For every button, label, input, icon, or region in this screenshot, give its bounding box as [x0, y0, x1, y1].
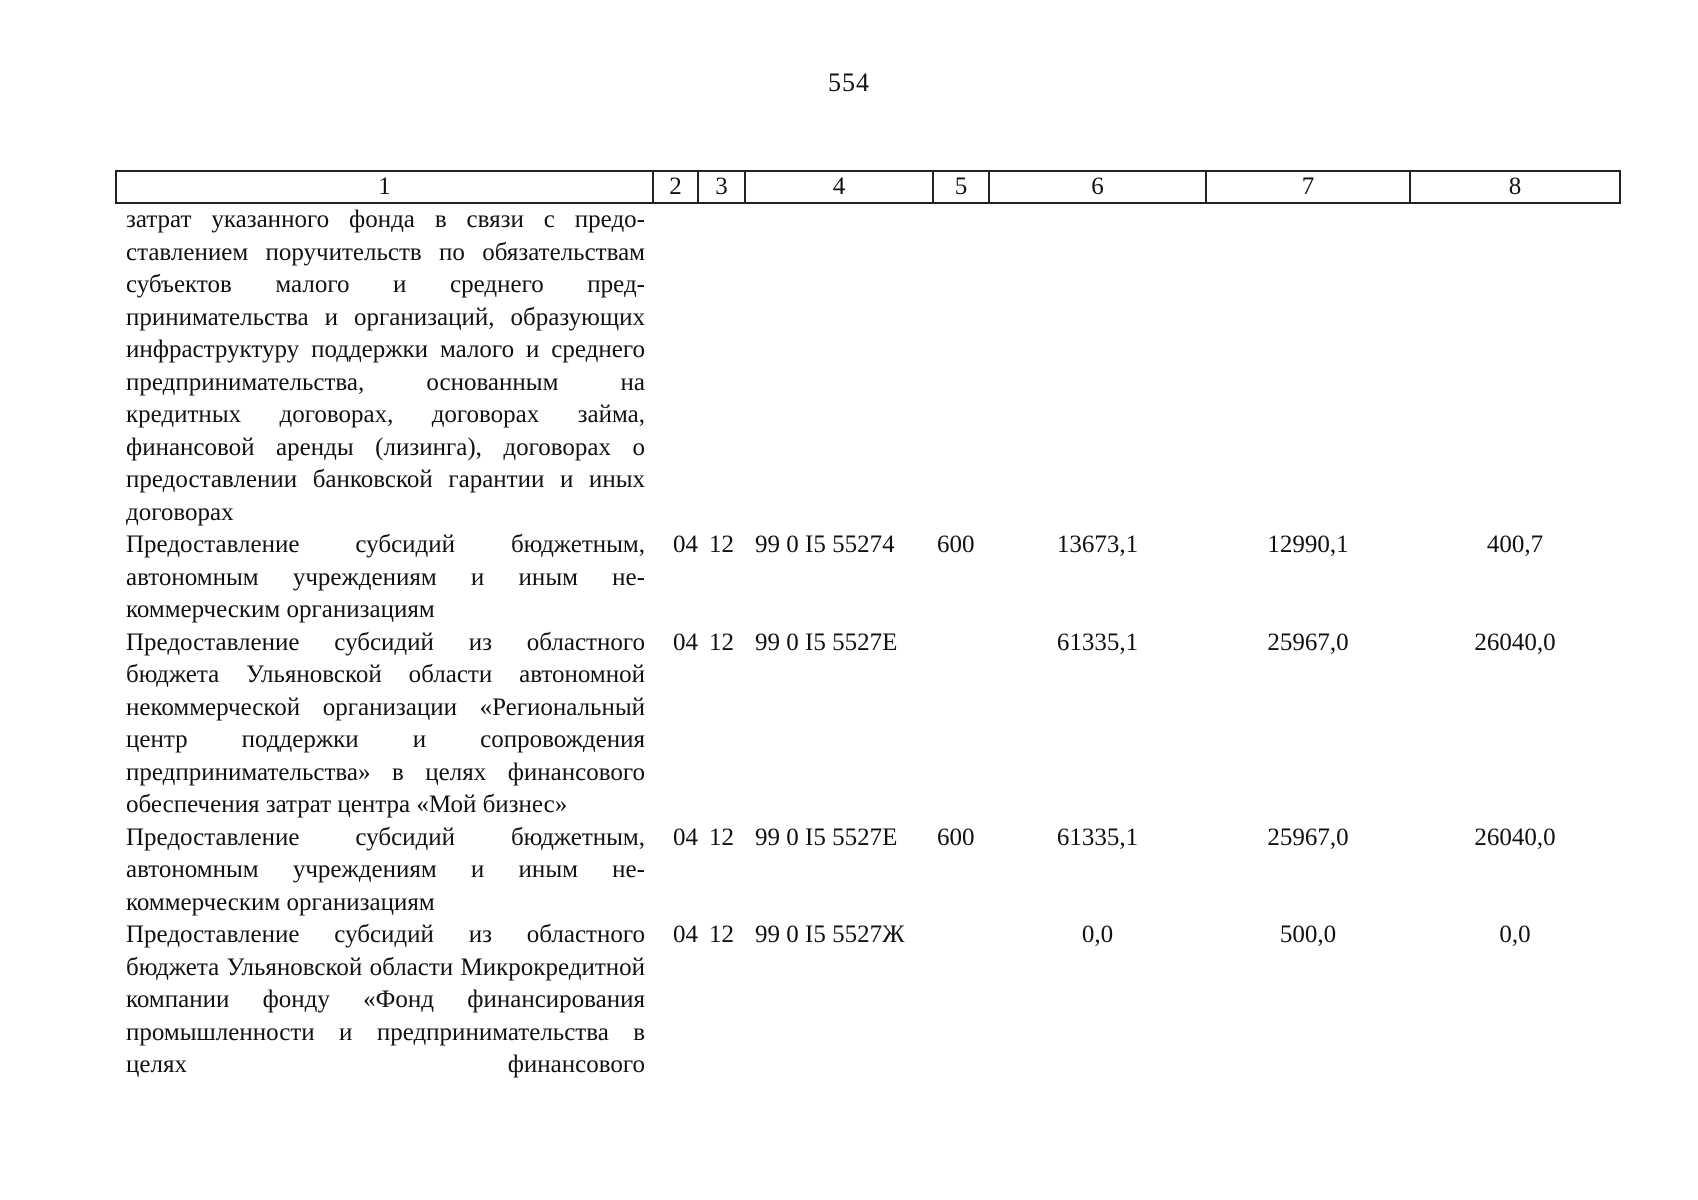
row-amount-col6 [989, 203, 1206, 529]
row-target-code: 99 0 I5 5527Е [755, 823, 898, 851]
row-amount-col6: 13673,1 [1056, 531, 1139, 558]
row-target-code: 99 0 I5 5527Е [755, 628, 898, 656]
row-expense-type [933, 203, 989, 529]
row-target-code [745, 203, 933, 529]
row-amount-col7: 25967,0 [1267, 823, 1349, 851]
row-amount-col8: 26040,0 [1474, 823, 1556, 851]
row-amount-col6: 61335,1 [1056, 628, 1139, 656]
row-amount-col6: 0,0 [1081, 921, 1114, 948]
table-row [116, 627, 1620, 822]
row-amount-col7: 12990,1 [1267, 531, 1349, 558]
budget-table [115, 170, 1621, 1082]
row-section: 04 [673, 531, 698, 558]
row-subsection: 12 [709, 628, 734, 656]
header-col-6: 6 [989, 171, 1206, 203]
row-subsection [698, 203, 745, 529]
row-amount-col8: 0,0 [1499, 921, 1531, 948]
row-name: Предоставление субсидий из областного бюджета Ульяновской области автономной некоммерческой организации «Региональный центр поддержки и сопровождения предпринимательства» в целях финансового обеспечения затрат центра «Мой бизнес» [126, 628, 645, 818]
header-col-8: 8 [1410, 171, 1620, 203]
page-number: 554 [828, 68, 870, 97]
header-row [116, 171, 1620, 203]
header-col-7: 7 [1206, 171, 1410, 203]
row-expense-type [933, 919, 989, 1082]
table-row [116, 529, 1620, 627]
row-name: Предоставление субсидий бюджетным, автономным учреждениям и иным некоммерческим организациям [126, 531, 645, 623]
row-subsection: 12 [709, 823, 734, 851]
header-col-2: 2 [653, 171, 698, 203]
row-amount-col7 [1206, 203, 1410, 529]
header-col-4: 4 [745, 171, 933, 203]
row-expense-type: 600 [937, 823, 975, 851]
row-section: 04 [673, 628, 698, 656]
row-name: Предоставление субсидий из областного бюджета Ульяновской области Микрокредитной компании фонду «Фонд финансирования промышленности и предпринимательства в целях финансового [126, 921, 645, 1078]
row-subsection: 12 [709, 531, 734, 558]
row-amount-col7: 25967,0 [1267, 628, 1349, 656]
row-amount-col8 [1410, 203, 1620, 529]
table-row [116, 919, 1620, 1082]
row-target-code: 99 0 I5 5527Ж [755, 921, 905, 948]
header-col-1: 1 [116, 171, 653, 203]
row-expense-type: 600 [937, 531, 975, 558]
row-section: 04 [673, 921, 698, 948]
table-row [116, 822, 1620, 920]
row-target-code: 99 0 I5 55274 [755, 531, 895, 558]
row-amount-col7: 500,0 [1279, 921, 1337, 948]
row-expense-type [933, 627, 989, 822]
table-row [116, 203, 1620, 529]
table-header [116, 171, 1620, 203]
header-col-3: 3 [698, 171, 745, 203]
header-col-5: 5 [933, 171, 989, 203]
row-name: затрат указанного фонда в связи с предоставлением поручительств по обязательствам субъектов малого и среднего предпринимательства и организаций, образующих инфраструктуру поддержки малого и среднего предпринимательства, основанным на кредитных договорах, договорах займа, финансовой аренды (лизинга), договорах о предоставлении банковской гарантии и иных договорах [126, 206, 645, 526]
row-section [653, 203, 698, 529]
row-amount-col8: 26040,0 [1474, 628, 1556, 656]
row-name: Предоставление субсидий бюджетным, автономным учреждениям и иным некоммерческим организациям [126, 823, 645, 916]
row-amount-col6: 61335,1 [1056, 823, 1139, 851]
row-subsection: 12 [709, 921, 734, 948]
row-section: 04 [673, 823, 698, 851]
row-amount-col8: 400,7 [1486, 531, 1544, 558]
table-body [116, 203, 1620, 1082]
